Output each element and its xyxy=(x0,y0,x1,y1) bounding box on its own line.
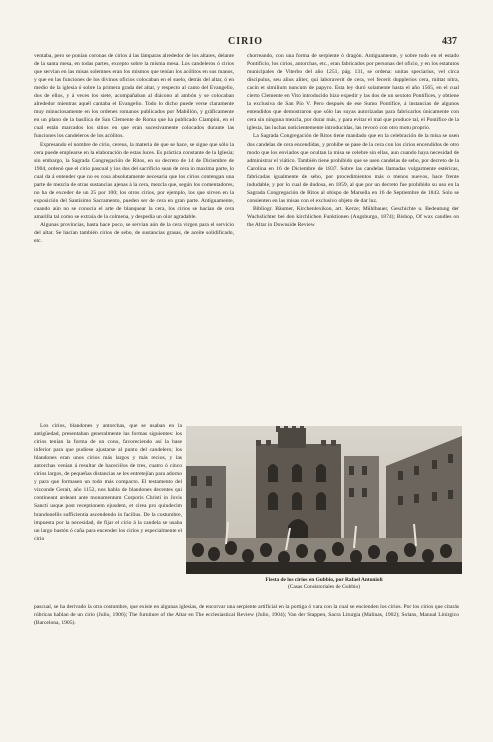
paragraph: La Sagrada Congregación de Ritos tiene mandado que en la celebración de la misa se usen dos candelas de cera encendidas, y prohíbe se pase de la cera con los cirios encendidos de otro modo que los enviados que ocultan la misa se celebre sin ellas, aun cuando haya necesidad de administrar el viático. También tiene prohibido que se usen candelas de sebo, por decreto de la Carolina en 16 de Diciembre de 1837. Sobre las candelas llamadas vulgarmente estéricas, fabricadas igualmente de sebo, por procedimientos más o menos nuevos, hace frente indudable, y por lo cual de dudosa, en 1859, al que por un decreto fue prohibido su uso en la Sagrada Congregación de Ritos al obispo de Marsella en 16 de Septiembre de 1843. Solo se consienten en las misas con el exclusivo objeto de dar luz. xyxy=(247,133,459,204)
left-column xyxy=(34,52,234,422)
bibliography: Bibliogr. Bäumer, Kirchenlexikon, art. Kerze; Mühlbauer, Geschichte u. Bedeutung der Wachslichter bei den kirchlichen Funktionen (Augsburgo, 1874); Bishop, Of wax candles on the Altar in Downside Review xyxy=(247,205,459,228)
page-header xyxy=(34,36,457,52)
page-number: 437 xyxy=(442,36,457,47)
paragraph: Los cirios, blandones y antorchas, que se usaban en la antigüedad, presentaban generalmente las formas siguientes: los cirios tenían la forma de un cono, favoreciendo así la base inferior para que pudiese ajustarse al punto del candelero; los blandones eran unos cirios más largos y más recios, y las antorchas venían á resultar de haceciilos de tres, cuatro ó cinco cirios largos, de pequeñas distancias se les entretejían para adorno y para que formasen un todo más compacto. El testamento del vizconde Gerait, año 1152, nos habla de blandones decentes qui contineant ardeant ante monumentum Corporis Christi in Jovis Sancti usque post receptionem ejusdem, et cirea pro quindecim brandonellis sufficientia ascendendo in facilius. De la costumbre, impuesta por la necesidad, de fijar el cirio á la candela se usaba un largo bastón ó caña para encender los cirios y especialmente el cirio xyxy=(34,423,182,542)
bottom-text xyxy=(34,603,459,683)
paragraph: ventaba, pero se ponían coronas de cirios á las lámparas alrededor de los altares, delante de la santa mesa, en todas partes, excepto sobre la misma mesa. Los candeleros ó cirios que servían en las misas solemnes eran los mismos que tenían los acólitos en sus manos, y que en las funciones de los divinos oficios colocaban en el suelo, detrás del altar, ó en medio de la iglesia ó sobre la primera grada del altar, y respecto al canto del Evangelio, dos de ellos, y á veces los siete, acompañaban al diácono al ambón y se colocaban alrededor mientras aquél cantaba el Evangelio. Todo lo dicho puede verse claramente muy minuciosamente en los ordenes romanos publicados por Mabillón, y gráficamente en un plano de la basílica de San Clemente de Roma que ha publicado Ciampini, en el cual están marcados los sitios en que eran sucesivamente colocados durante las funciones los candeleros de los acólitos. xyxy=(34,53,234,140)
running-title: CIRIO xyxy=(227,36,264,47)
left-column-narrow xyxy=(34,422,182,602)
paragraph: Expresando el nombre de cirio, cereus, la materia de que se hace, se sigue que sólo la cera puede emplearse en la elaboración de estas luces. Es práctica constante de la Iglesia; sin embargo, la Sagrada Congregación de Ritos, en su decreto de 14 de Diciembre de 1904, ordenó que el cirio pascual y los dos del sacrificio sean de cera in maxima parte, lo cual da á entender que no es cosa absolutamente necesaria que los cirios contengan una parte de mezcla de otras sustancias ajenas á la cera, mezcla que, según los comentadores, no ha de exceder de un 25 por 100; los otros cirios, por ejemplo, los que sirven en la exposición del Santísimo Sacramento, pueden ser de cera en gran parte. Antiguamente, cuando aún no se conocía el arte de blanquear la cera, los cirios se hacían de cera amarilla tal como se extraía de la colmena, y despedía un olor agradable. xyxy=(34,141,234,220)
paragraph: chorreando, con una forma de serpiente ó dragón. Antiguamente, y sobre todo en el estado Pontificio, los cirios, antorchas, etc., eran fabricados por personas del oficio, y en los estatutos municipales de Viterbo del año 1251, pág. 131, se ordena: unitas speciarius, vel circa discipulus, seu alius aliter, qui laboraverit de cera, vel fecerit dupplerios cera, mittat nitra, cacin et similium nuncum de papyro. Esta ley duró solamente hasta el año 1565, en el cual cierto Clemente en Vito introducido hizo expedir y las dos de un sextoto Pontífices, y obtiene la exclusiva de San Pío V. Pero después de ese Sumo Pontífice, á instancias de algunos entendidos que demostraron que sólo las suyas autorizadas para fabricarlos únicamente con cera sin ninguna mezcla, por durar más, y para evitar el mal que produce tal, el Pontífice de la iglesia, las luchas noticientemente introducidas, las revocó con otro motu proprio. xyxy=(247,53,459,132)
right-column xyxy=(247,52,459,422)
paragraph: Algunas provincias, hasta hace poco, se servían aún de la cera virgen para el servicio del altar. Se hacían también cirios de sebo, de sustancias grasas, de aceite solidificado, etc. xyxy=(34,221,234,245)
gubbio-palace-image xyxy=(186,426,462,574)
illustration-photo xyxy=(186,426,462,574)
paragraph: pascual, se ha derivado la otra costumbre, que existe en algunas iglesias, de encorvar una serpiente artificial en la portiga ó vara con la cual se encienden los cirios. Por los cirios que citarás rúbricas hablan de un cirio (Julio, 1906); The furniture of the Altar en The ecclesiastical Review (Julio, 1904); Van der Stappen, Sacra Liturgia (Malinas, 1902); Solans, Manual Litúrgico (Barcelona, 1905). xyxy=(34,604,459,627)
figure-caption xyxy=(186,577,462,591)
caption-title: Fiesta de los cirios en Gubbio, por Rafael Antonioli xyxy=(265,577,383,583)
caption-credit: (Casas Consistoriales de Gubbio) xyxy=(287,584,360,590)
